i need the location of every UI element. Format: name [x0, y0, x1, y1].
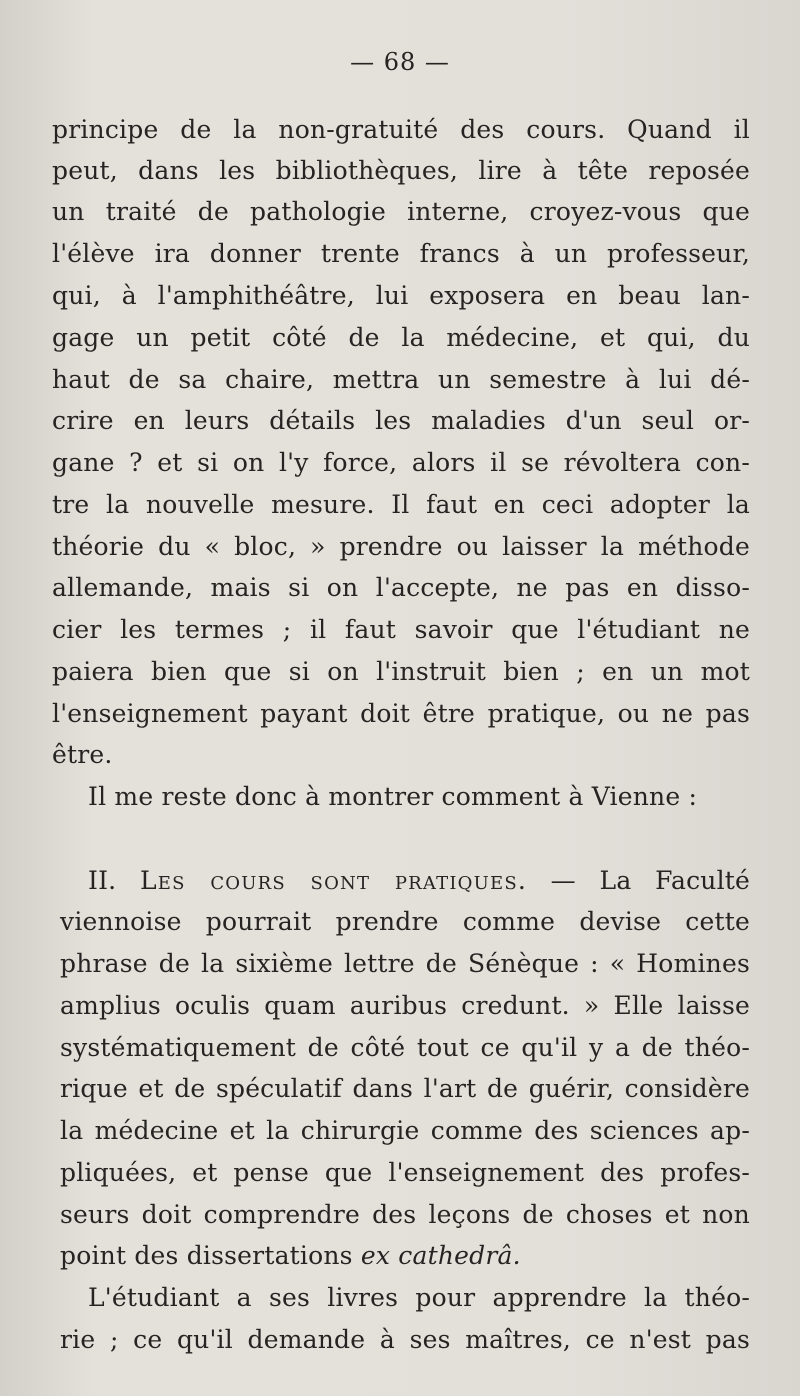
- text-line: [60, 1241, 750, 1271]
- text-fragment: point des dissertations: [60, 1241, 353, 1270]
- text-line: seurs doit comprendre des leçons de choses et non: [60, 1200, 750, 1229]
- text-line: Il me reste donc à montrer comment à Vienne :: [88, 782, 698, 811]
- text-line: l'enseignement payant doit être pratique, ou ne pas: [52, 699, 750, 728]
- text-line: crire en leurs détails les maladies d'un seul or-: [52, 406, 750, 435]
- text-line: paiera bien que si on l'instruit bien ; en un mot: [52, 657, 750, 686]
- text-line: gane ? et si on l'y force, alors il se révoltera con-: [52, 448, 750, 477]
- text-line: systématiquement de côté tout ce qu'il y a de théo-: [60, 1033, 750, 1062]
- text-line: L'étudiant a ses livres pour apprendre la théo-: [88, 1283, 750, 1312]
- text-line: cier les termes ; il faut savoir que l'étudiant ne: [52, 615, 750, 644]
- text-line: être.: [52, 740, 113, 769]
- text-fragment: La Faculté: [599, 866, 751, 895]
- section-number: II.: [88, 866, 117, 895]
- text-line: principe de la non-gratuité des cours. Quand il: [52, 115, 750, 144]
- text-line: pliquées, et pense que l'enseignement des profes-: [60, 1158, 750, 1187]
- em-dash: —: [550, 866, 576, 895]
- page-number: — 68 —: [350, 48, 450, 76]
- text-line: qui, à l'amphithéâtre, lui exposera en beau lan-: [52, 281, 750, 310]
- text-line: phrase de la sixième lettre de Sénèque : « Homines: [60, 949, 750, 978]
- text-line: un traité de pathologie interne, croyez-vous que: [52, 197, 750, 226]
- text-line: amplius oculis quam auribus credunt. » Elle laisse: [60, 991, 750, 1020]
- text-line: tre la nouvelle mesure. Il faut en ceci adopter la: [52, 490, 750, 519]
- text-line: théorie du « bloc, » prendre ou laisser la méthode: [52, 532, 750, 561]
- text-line: la médecine et la chirurgie comme des sciences ap-: [60, 1116, 750, 1145]
- text-line: peut, dans les bibliothèques, lire à tête reposée: [52, 156, 750, 185]
- text-line: haut de sa chaire, mettra un semestre à lui dé-: [52, 365, 750, 394]
- text-line: rie ; ce qu'il demande à ses maîtres, ce n'est pas: [60, 1325, 750, 1354]
- text-line: gage un petit côté de la médecine, et qui, du: [52, 323, 750, 352]
- text-line: l'élève ira donner trente francs à un professeur,: [52, 239, 750, 268]
- text-line: rique et de spéculatif dans l'art de guérir, considère: [60, 1074, 750, 1103]
- text-line: allemande, mais si on l'accepte, ne pas en disso-: [52, 573, 750, 602]
- text-line: viennoise pourrait prendre comme devise cette: [60, 907, 750, 936]
- italic-phrase: ex cathedrâ.: [360, 1241, 521, 1270]
- section-title: Les cours sont pratiques.: [139, 866, 527, 895]
- section-heading: [88, 866, 750, 896]
